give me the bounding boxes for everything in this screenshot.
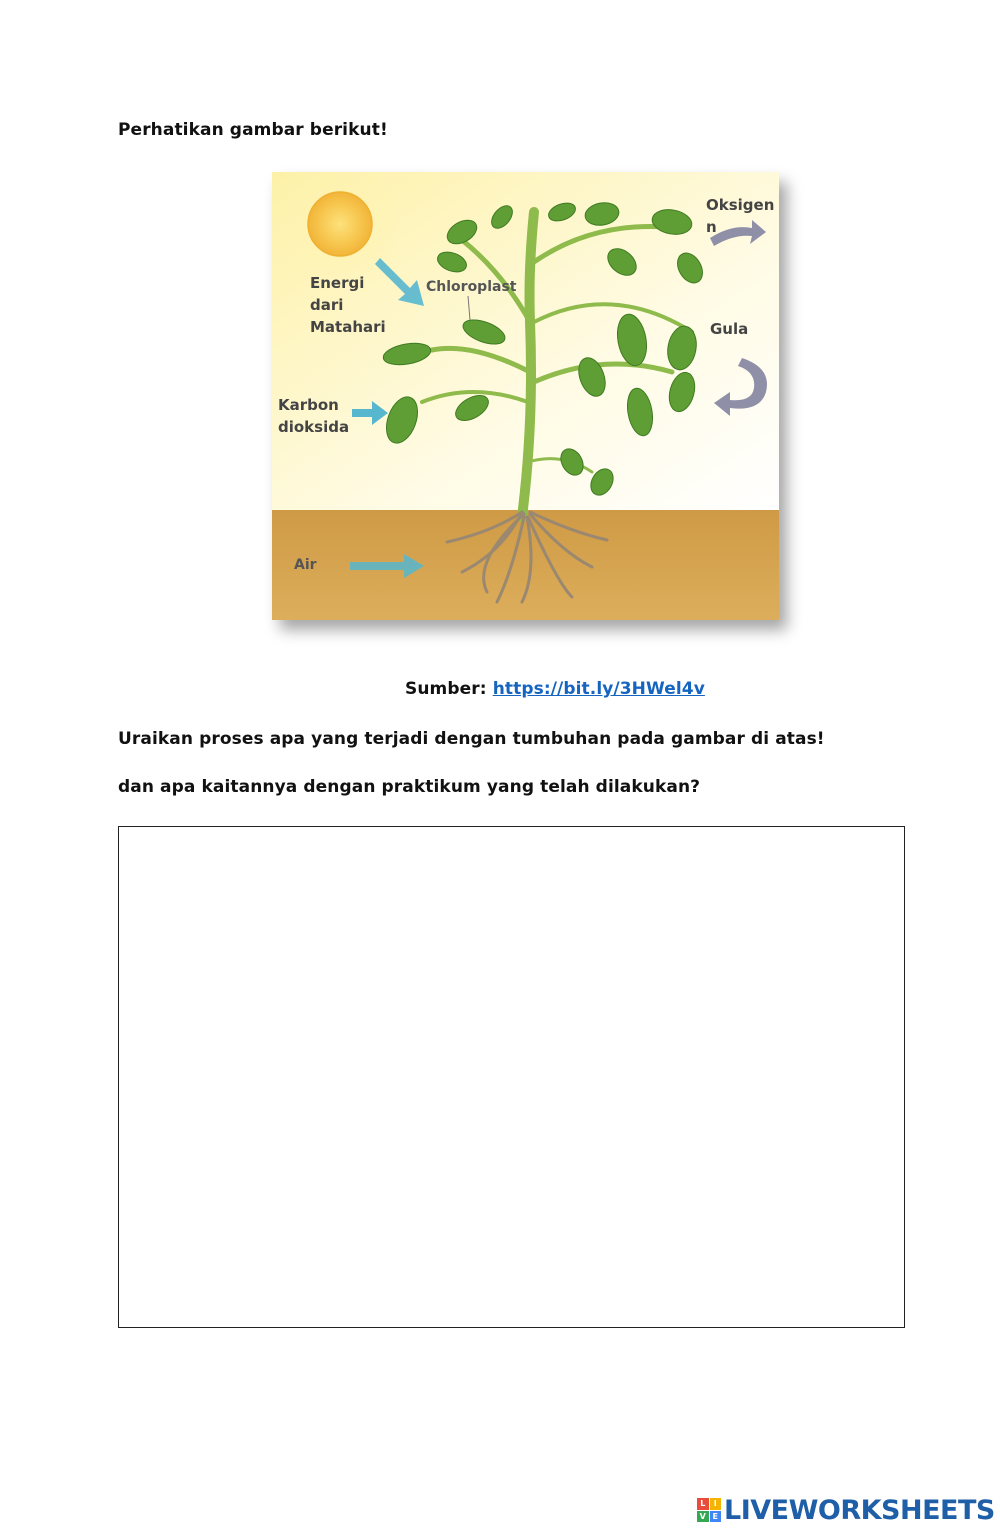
label-co2-1: Karbon	[278, 396, 339, 414]
brand-name: LIVEWORKSHEETS	[724, 1494, 995, 1526]
badge-letter-l: L	[697, 1498, 709, 1510]
brand-badge-icon	[697, 1498, 721, 1522]
badge-letter-i: I	[710, 1498, 722, 1510]
badge-letter-e: E	[710, 1511, 722, 1523]
label-chloroplast: Chloroplast	[426, 279, 517, 295]
answer-textarea[interactable]	[119, 827, 904, 1327]
label-energy-2: dari	[310, 296, 344, 314]
sun-icon	[308, 192, 372, 256]
label-water: Air	[294, 557, 317, 573]
question-2: dan apa kaitannya dengan praktikum yang telah dilakukan?	[118, 777, 701, 797]
label-oxygen-2: n	[706, 218, 717, 236]
question-1: Uraikan proses apa yang terjadi dengan tumbuhan pada gambar di atas!	[118, 729, 825, 749]
badge-letter-v: V	[697, 1511, 709, 1523]
photosynthesis-figure	[272, 172, 779, 620]
label-co2-2: dioksida	[278, 418, 350, 436]
source-label: Sumber:	[405, 679, 487, 699]
label-energy-1: Energi	[310, 274, 365, 292]
source-link[interactable]: https://bit.ly/3HWel4v	[492, 679, 705, 699]
label-oxygen-1: Oksigen	[706, 196, 775, 214]
label-sugar: Gula	[710, 320, 749, 338]
label-energy-3: Matahari	[310, 318, 386, 336]
source-line	[405, 679, 705, 699]
brand-logo	[697, 1494, 995, 1526]
soil-background	[272, 510, 779, 620]
answer-box[interactable]	[118, 826, 905, 1328]
instruction-text: Perhatikan gambar berikut!	[118, 120, 388, 140]
